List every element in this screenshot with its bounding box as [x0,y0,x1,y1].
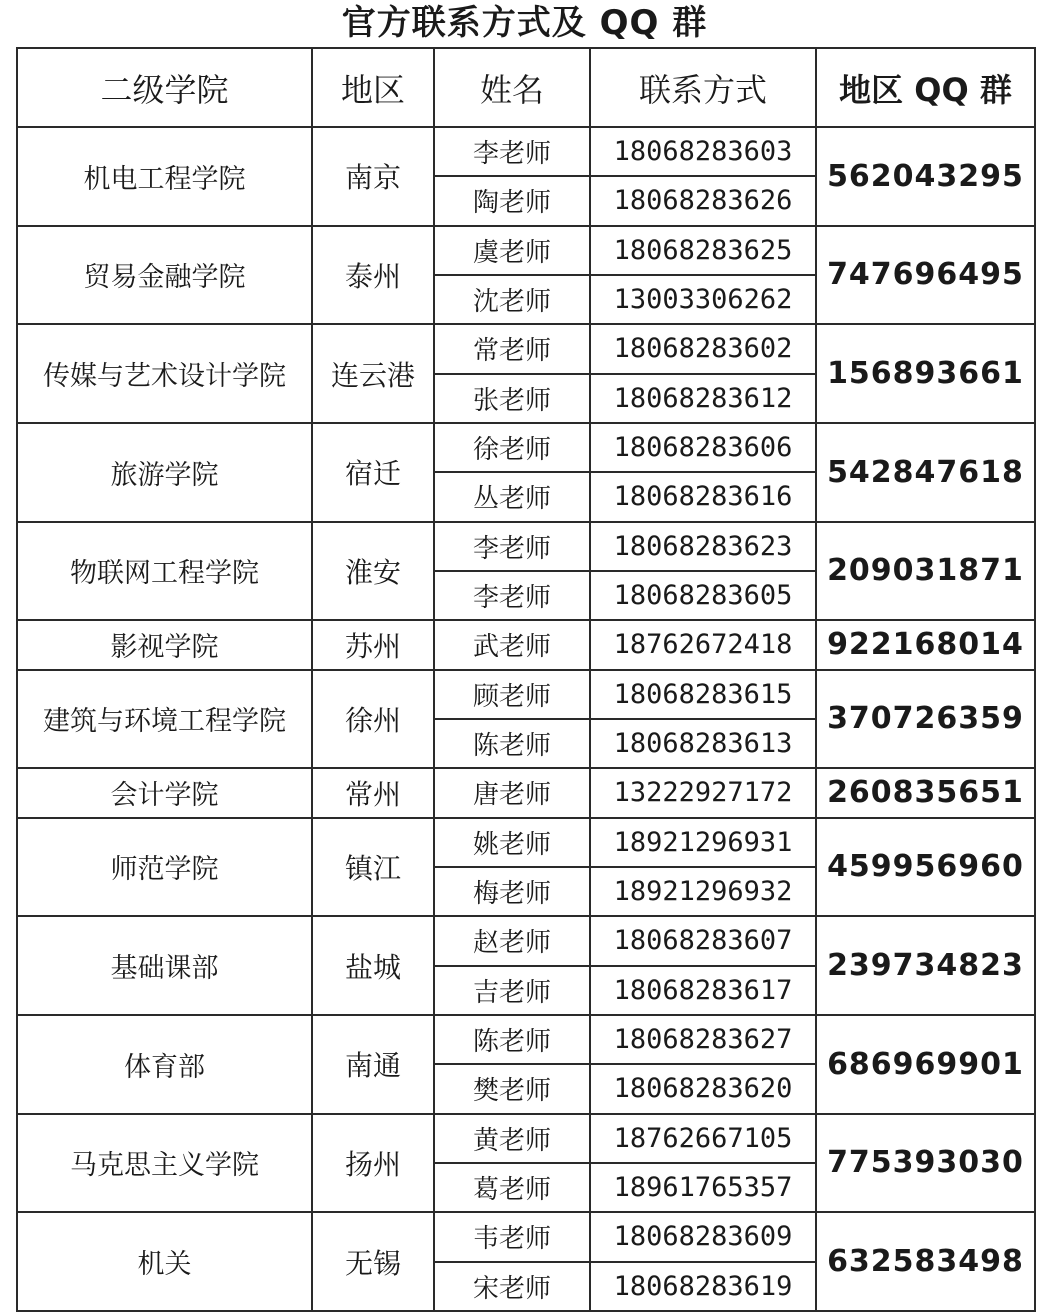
header-college: 二级学院 [17,48,312,127]
table-row [17,1114,1035,1163]
qq-group-cell: 747696495 [816,226,1035,325]
table-body [17,127,1035,1311]
phone-cell: 18068283627 [590,1015,816,1064]
qq-group-cell: 156893661 [816,324,1035,423]
phone-cell: 13003306262 [590,275,816,324]
qq-group-cell: 542847618 [816,423,1035,522]
phone-cell: 18921296931 [590,818,816,867]
college-cell: 机电工程学院 [17,127,312,226]
qq-group-cell: 209031871 [816,522,1035,621]
contact-name-cell: 虞老师 [434,226,590,275]
phone-cell: 18068283625 [590,226,816,275]
contact-name-cell: 葛老师 [434,1163,590,1212]
contact-name-cell: 黄老师 [434,1114,590,1163]
phone-cell: 18068283619 [590,1262,816,1311]
contact-name-cell: 李老师 [434,522,590,571]
qq-group-cell: 562043295 [816,127,1035,226]
region-cell: 泰州 [312,226,434,325]
contact-name-cell: 武老师 [434,620,590,669]
table-row [17,127,1035,176]
header-qq-group: 地区 QQ 群 [816,48,1035,127]
phone-cell: 18068283617 [590,966,816,1015]
phone-cell: 18762672418 [590,620,816,669]
qq-group-cell: 922168014 [816,620,1035,669]
table-row [17,423,1035,472]
region-cell: 无锡 [312,1212,434,1311]
college-cell: 传媒与艺术设计学院 [17,324,312,423]
region-cell: 连云港 [312,324,434,423]
college-cell: 机关 [17,1212,312,1311]
header-contact: 联系方式 [590,48,816,127]
contact-name-cell: 李老师 [434,571,590,620]
region-cell: 盐城 [312,916,434,1015]
contact-name-cell: 吉老师 [434,966,590,1015]
phone-cell: 18762667105 [590,1114,816,1163]
table-row [17,818,1035,867]
college-cell: 影视学院 [17,620,312,669]
region-cell: 淮安 [312,522,434,621]
contact-name-cell: 樊老师 [434,1064,590,1113]
region-cell: 宿迁 [312,423,434,522]
contact-name-cell: 丛老师 [434,472,590,521]
phone-cell: 18068283606 [590,423,816,472]
contact-name-cell: 韦老师 [434,1212,590,1261]
contact-table [16,47,1036,1312]
contact-name-cell: 姚老师 [434,818,590,867]
college-cell: 马克思主义学院 [17,1114,312,1213]
college-cell: 贸易金融学院 [17,226,312,325]
phone-cell: 13222927172 [590,768,816,817]
phone-cell: 18068283602 [590,324,816,373]
contact-name-cell: 陈老师 [434,719,590,768]
table-row [17,670,1035,719]
table-row [17,916,1035,965]
qq-group-cell: 370726359 [816,670,1035,769]
contact-name-cell: 唐老师 [434,768,590,817]
contact-name-cell: 常老师 [434,324,590,373]
page-title: 官方联系方式及 QQ 群 [341,3,708,43]
contact-name-cell: 赵老师 [434,916,590,965]
qq-group-cell: 260835651 [816,768,1035,817]
phone-cell: 18068283613 [590,719,816,768]
college-cell: 体育部 [17,1015,312,1114]
qq-group-cell: 459956960 [816,818,1035,917]
phone-cell: 18068283609 [590,1212,816,1261]
region-cell: 镇江 [312,818,434,917]
header-region: 地区 [312,48,434,127]
contact-name-cell: 李老师 [434,127,590,176]
phone-cell: 18068283603 [590,127,816,176]
phone-cell: 18068283616 [590,472,816,521]
phone-cell: 18961765357 [590,1163,816,1212]
qq-group-cell: 632583498 [816,1212,1035,1311]
contact-name-cell: 张老师 [434,374,590,423]
phone-cell: 18068283623 [590,522,816,571]
college-cell: 会计学院 [17,768,312,817]
contact-name-cell: 沈老师 [434,275,590,324]
qq-group-cell: 775393030 [816,1114,1035,1213]
table-row [17,522,1035,571]
contact-name-cell: 陈老师 [434,1015,590,1064]
table-row [17,768,1035,817]
region-cell: 扬州 [312,1114,434,1213]
phone-cell: 18068283607 [590,916,816,965]
contact-name-cell: 陶老师 [434,176,590,225]
phone-cell: 18068283605 [590,571,816,620]
phone-cell: 18068283620 [590,1064,816,1113]
region-cell: 徐州 [312,670,434,769]
region-cell: 常州 [312,768,434,817]
college-cell: 旅游学院 [17,423,312,522]
contact-name-cell: 徐老师 [434,423,590,472]
table-row [17,226,1035,275]
header-name: 姓名 [434,48,590,127]
table-row [17,1015,1035,1064]
region-cell: 南通 [312,1015,434,1114]
region-cell: 苏州 [312,620,434,669]
contact-name-cell: 顾老师 [434,670,590,719]
region-cell: 南京 [312,127,434,226]
phone-cell: 18068283615 [590,670,816,719]
phone-cell: 18921296932 [590,867,816,916]
college-cell: 师范学院 [17,818,312,917]
qq-group-cell: 686969901 [816,1015,1035,1114]
contact-name-cell: 梅老师 [434,867,590,916]
phone-cell: 18068283626 [590,176,816,225]
college-cell: 基础课部 [17,916,312,1015]
table-row [17,1212,1035,1261]
college-cell: 物联网工程学院 [17,522,312,621]
table-row [17,324,1035,373]
table-row [17,620,1035,669]
college-cell: 建筑与环境工程学院 [17,670,312,769]
contact-name-cell: 宋老师 [434,1262,590,1311]
phone-cell: 18068283612 [590,374,816,423]
header-row [17,48,1035,127]
qq-group-cell: 239734823 [816,916,1035,1015]
